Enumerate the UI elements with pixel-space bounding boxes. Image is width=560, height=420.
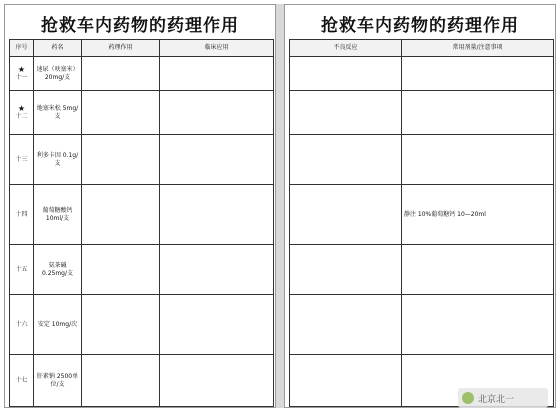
drug-use [160, 91, 274, 135]
row-no: 十四 [10, 185, 34, 245]
left-table-header-row [10, 40, 274, 57]
star-icon: ★ [17, 104, 26, 113]
row-no: 十三 [10, 135, 34, 185]
dose-notes: 静注 10%葡萄糖钙 10—20ml [402, 185, 554, 245]
table-row [290, 91, 554, 135]
table-row [290, 135, 554, 185]
adverse-reaction [290, 185, 402, 245]
table-row [290, 245, 554, 295]
table-row [10, 135, 274, 185]
left-page-title: 抢救车内药物的药理作用 [41, 16, 239, 36]
dose-notes [402, 91, 554, 135]
drug-name: 利多卡因 0.1g/支 [34, 135, 82, 185]
book-spine [276, 4, 284, 408]
table-row [10, 245, 274, 295]
adverse-reaction [290, 295, 402, 355]
drug-name: 安定 10mg/次 [34, 295, 82, 355]
table-row [10, 355, 274, 407]
drug-action [82, 91, 160, 135]
drug-action [82, 355, 160, 407]
drug-name: 肝素钠 2500单位/支 [34, 355, 82, 407]
header-adverse-reaction: 不良反应 [290, 40, 402, 57]
drug-use [160, 245, 274, 295]
header-drug-name: 药名 [34, 40, 82, 57]
row-no: 十五 [10, 245, 34, 295]
watermark [458, 388, 548, 408]
drug-action [82, 135, 160, 185]
left-drug-table [9, 39, 274, 407]
drug-name: 地塞米松 5mg/支 [34, 91, 82, 135]
drug-use [160, 135, 274, 185]
table-row [10, 91, 274, 135]
row-no-cell [10, 57, 34, 91]
adverse-reaction [290, 245, 402, 295]
drug-use [160, 57, 274, 91]
drug-name: 氨茶碱 0.25mg/支 [34, 245, 82, 295]
row-no: 十一 [15, 74, 28, 81]
adverse-reaction [290, 57, 402, 91]
document-spread [4, 4, 556, 416]
dose-notes [402, 135, 554, 185]
right-drug-table [289, 39, 554, 407]
left-page [4, 4, 276, 408]
star-icon: ★ [17, 65, 26, 74]
drug-use [160, 185, 274, 245]
header-clinical-use: 临床应用 [160, 40, 274, 57]
drug-action [82, 245, 160, 295]
header-dose-notes: 常用剂量/注意事项 [402, 40, 554, 57]
right-page-title: 抢救车内药物的药理作用 [321, 16, 519, 36]
right-table-header-row [290, 40, 554, 57]
table-row [10, 295, 274, 355]
drug-use [160, 355, 274, 407]
row-no: 十六 [10, 295, 34, 355]
adverse-reaction [290, 355, 402, 407]
table-row [290, 295, 554, 355]
row-no-cell [10, 91, 34, 135]
dose-notes [402, 57, 554, 91]
table-row [10, 185, 274, 245]
dose-notes [402, 245, 554, 295]
watermark-text: 北京北一 [478, 394, 515, 405]
header-pharmacology: 药理作用 [82, 40, 160, 57]
drug-action [82, 295, 160, 355]
adverse-reaction [290, 135, 402, 185]
drug-name: 葡萄糖酸钙 10ml/支 [34, 185, 82, 245]
row-no: 十七 [10, 355, 34, 407]
row-no: 十二 [15, 113, 28, 120]
table-row [10, 57, 274, 91]
drug-use [160, 295, 274, 355]
table-row [290, 57, 554, 91]
drug-name: 速尿（呋塞米） 20mg/支 [34, 57, 82, 91]
table-row [290, 185, 554, 245]
wechat-logo-icon [462, 392, 474, 404]
dose-notes [402, 295, 554, 355]
drug-action [82, 57, 160, 91]
adverse-reaction [290, 91, 402, 135]
header-no: 序号 [10, 40, 34, 57]
drug-action [82, 185, 160, 245]
right-page [284, 4, 556, 408]
